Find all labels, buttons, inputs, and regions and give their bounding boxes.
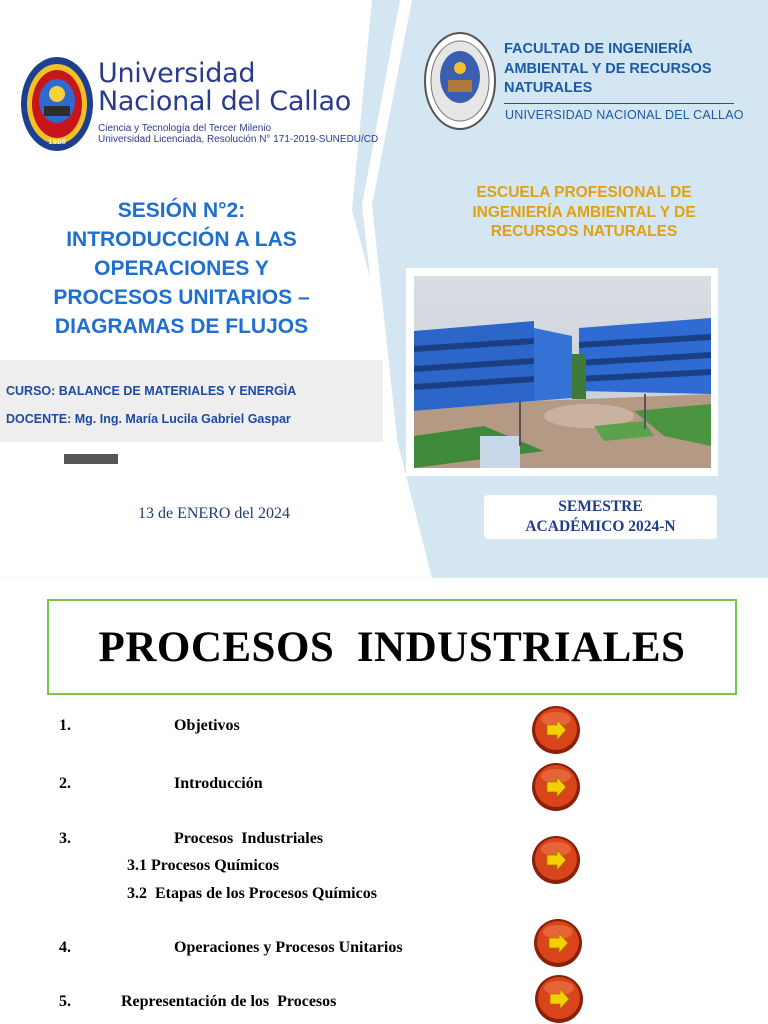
- slide-title: PROCESOS INDUSTRIALES: [98, 623, 686, 671]
- university-seal-icon: [20, 56, 94, 152]
- toc-item-representacion[interactable]: Representación de los Procesos: [121, 993, 337, 1010]
- course-name: CURSO: BALANCE DE MATERIALES Y ENERGÌA: [6, 384, 297, 398]
- arrow-right-icon[interactable]: [533, 918, 583, 968]
- faculty-divider: [504, 103, 734, 104]
- title-box: [47, 599, 737, 695]
- university-name: Universidad Nacional del Callao: [98, 58, 351, 117]
- toc-item-operaciones[interactable]: Operaciones y Procesos Unitarios: [174, 939, 403, 956]
- arrow-right-icon[interactable]: [531, 762, 581, 812]
- course-info-box: [0, 360, 383, 442]
- toc-number: 5.: [59, 993, 71, 1010]
- faculty-seal-icon: [424, 32, 496, 130]
- faculty-name: FACULTAD DE INGENIERÍA AMBIENTAL Y DE RECURSOS NATURALES: [504, 41, 712, 96]
- toc-subitem-etapas[interactable]: 3.2 Etapas de los Procesos Químicos: [127, 885, 377, 902]
- session-title: SESIÓN N°2: INTRODUCCIÓN A LAS OPERACIONES Y PROCESOS UNITARIOS – DIAGRAMAS DE FLUJOS: [53, 199, 310, 338]
- toc-subitem-procesos-quimicos[interactable]: 3.1 Procesos Químicos: [127, 857, 280, 874]
- session-date: 13 de ENERO del 2024: [138, 505, 290, 522]
- toc-item-introduccion[interactable]: Introducción: [174, 775, 263, 792]
- teacher-name: DOCENTE: Mg. Ing. María Lucila Gabriel Gaspar: [6, 412, 291, 426]
- university-tagline: Ciencia y Tecnología del Tercer Milenio Universidad Licenciada, Resolución N° 171-2019-SUNEDU/CD: [98, 123, 379, 145]
- decorative-dash: [64, 454, 118, 464]
- seal-year: 1966: [48, 138, 66, 146]
- semester-badge: SEMESTRE ACADÉMICO 2024-N: [484, 495, 717, 539]
- faculty-university: UNIVERSIDAD NACIONAL DEL CALLAO: [505, 108, 744, 122]
- toc-number: 1.: [59, 717, 71, 734]
- university-logo: [20, 56, 390, 156]
- school-name: ESCUELA PROFESIONAL DE INGENIERÍA AMBIENTAL Y DE RECURSOS NATURALES: [472, 184, 696, 240]
- arrow-right-icon[interactable]: [534, 974, 584, 1024]
- toc-item-objetivos[interactable]: Objetivos: [174, 717, 240, 734]
- campus-photo: [414, 276, 711, 468]
- toc-number: 3.: [59, 830, 71, 847]
- arrow-right-icon[interactable]: [531, 705, 581, 755]
- toc-number: 2.: [59, 775, 71, 792]
- toc-number: 4.: [59, 939, 71, 956]
- arrow-right-icon[interactable]: [531, 835, 581, 885]
- toc-item-procesos-industriales[interactable]: Procesos Industriales: [174, 830, 324, 847]
